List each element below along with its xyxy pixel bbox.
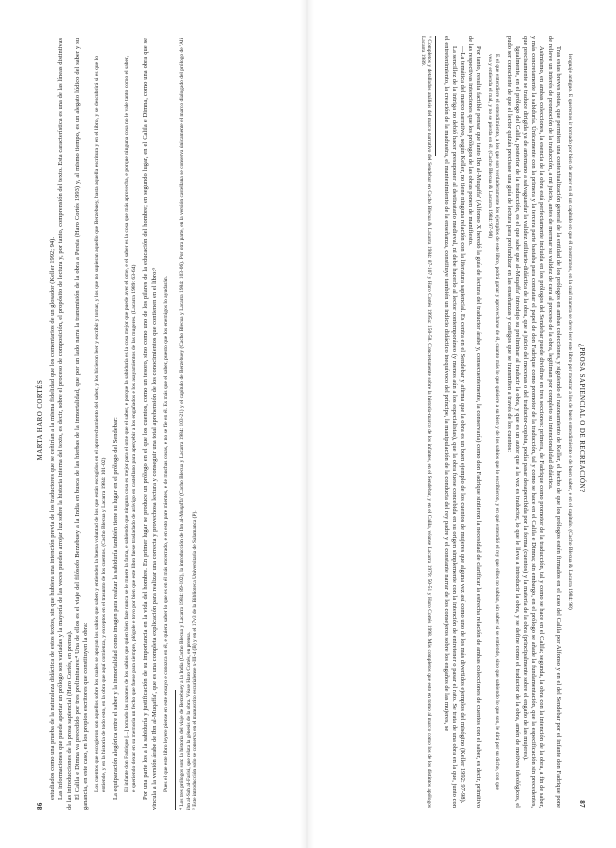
block-quote-text: El infante don Fadrique [...] tomado las razones de los sabios que quien bien faze nunca se le muere la fama, e sabiendo que ninguna cosa es mejor para el ome que el saber, e porque la sabiduría es la cosa mejor que puede aver el ome, e el saber es la cosa que más aprovecha, e porque ninguna cosa no le vale tanto como el saber, e queriendo dexar en su memoria un fecho que fuese para siempre, plógole e tovo por bien que este libro fuese trasladado de arávigo en castellano para aperçebir a los engañados e los asayamientos de las mugeres. (Lacarra 1989: 63-64): [124, 56, 138, 792]
block-quote: [124, 56, 138, 792]
paragraph: La equiparación alegórica entre el saber y la inmortalidad como imagen para realzar la sabiduría también tiene su lugar en el prólogo del Sendebar:: [112, 417, 120, 800]
footnote: ⁴ Los tres prólogos son: la historia del viaje de Berzebuey a la India (Cacho Blecua y Lacarra 1984: 89-102), la introducción de Ibn al-Muqaffa' (Cacho Blecua y Lacarra 1984: 103-21) y el capítulo de Berzebuey (Cacho Blecua y Lacarra 1984: 103-06). Por otra parte, en la versión castellana se conserva únicamente el marco dialogado del prólogo de 'Ali ibn al-Sah al-Farisi, que relata la génesis de la obra. Véase Haro Cortés, en prensa.: [178, 38, 192, 810]
left-running-head: [36, 38, 44, 810]
right-page: [332, 22, 590, 822]
right-running-head: [578, 36, 586, 808]
block-quote: [94, 56, 108, 792]
paragraph: —La temática del marco narrativo, según Keller, no tiene ninguna relación con la literatura sapiencial. Es centra en el Sendebar y afirma que la obra es un buen ejemplo de los cuentos de mujeres que alguna vez así como uno de los más divertidos ejemplos del misógino (Keller 1992: 97-98).: [458, 46, 466, 804]
paragraph: Igualmente, en el prólogo del Calila, posterior de la traducción, es el que sabe que al-Muqaffa' introdujo su preliminar al traducir la obra, y que es un autor que a la vez es traductor, lo que le lleva a introducir la obra, y se define como el traductor de la obra, amén de motivos ideológicos, el pudo ser consciente de que el lector quizás precisase una guía de lectura para profundizar en las enseñanzas y castigos que se transmiten a través de los cuentos:: [505, 36, 521, 808]
right-page-number: 87: [578, 800, 586, 808]
block-quote-text: lenguaje antiguo. E queremos ir tornado por bien de atraer en él un capítulo en que él mostramos, en la cual manera se deve leer este libro por mostrar a los de buen entendimiento e de buen saber, e en el capítulo. (Cacho Blecua & Lacarra 1984: 98): [566, 54, 573, 610]
footnote-rule: [435, 36, 436, 156]
left-page-number: 86: [36, 802, 44, 810]
paragraph: estudiados como una prueba de la naturaleza didáctica de estos textos, sin que hubiera una intención previa de los traductores que se ceñirían a la misma fidelidad que los comentarios de un glosador (Keller 1992; 94).: [49, 237, 57, 800]
block-quote: [163, 56, 170, 792]
footnote-rule: [175, 690, 176, 810]
block-quote-text: Los cuentos que escogieron son aquellos sobre los cuales se apoyan los sabios que saben y entienden la buena voluntad de los que están escogidos en el aprovechamiento del saber, y los hicieron leer y escribir y tomar, y los que no supieran aquello que Berzebuey, hasta aquella escritura y en el libro, y se descubrirá si es que lo entiende, y en la historia de todo esto, en la obra que aquí comienza, y exceptos en el trasunto de los cuentos. (Cacho Blecua y Lacarra 1984: 101-02): [94, 56, 108, 792]
paragraph: Por tanto, resulta factible pensar que tanto Ibn al-Muqaffa' (Alfonso X heredó la guía de lectura del traductor árabe y, consecuentemente, la conservaría) como don Fadrique sintieron la necesidad de clarificar la estrecha relación de ambas colecciones de cuentos con el saber, es decir, primitivo de las respectivas intenciones que los prólogos de las obras ponen de manifiesto.: [467, 36, 483, 808]
footnotes: [179, 38, 199, 810]
book-gutter: [300, 0, 314, 848]
paragraph: Tras estas breves notas, que permiten una contextualización general de la entidad de los prólogos en ambas colecciones, y siguiendo el razonamiento de Keller, el hecho de que los prólogos estén firmados en el caso del Calila por Alfonso y en el del Sendebar por el infante don Fadrique pone de relieve un interés de promoción de la traducción, a mi juicio, antes de mermar su validez de cara al proceso de la obra, legitiman por completo su intencionalidad didáctica.: [546, 36, 562, 808]
footnote: ⁵ Este introducción solo se conserva en el manuscrito escurialense x-III-4 (B) y en el 17v3 de la Biblioteca Universitaria de Salamanca (P).: [192, 510, 199, 810]
block-quote-text: Pues el que este libro leyere piense en este ensayo e conozca en él, e quiera saber lo que es en él más encerrado, e en esto pare mientes, e de muchas cosas, e no se fíe en él. Es más que el saber, puesto que los enemigos lo ayudarán.: [162, 275, 169, 792]
right-running-title: ¿PROSA SAPIENCIAL O DE RECREACIÓN?: [578, 343, 586, 493]
paragraph: Por una parte los a la sabiduría y justificación de su importancia en la vida del hombre. En primer lugar se produce un prólogo en el que los cuentos, como un tesoro, sino como uno de los pilares de la educación del hombre; en segundo lugar, en el Calila e Dimna, como una obra que se vincula a la versión árabe de Ibn al-Muqaffa', que es una completa explicación para realizar una correcta y provechosa lectura y conseguir una total aprehensión de los conocimientos que contienen en el libro:⁵: [142, 38, 158, 810]
left-page: [32, 24, 290, 824]
footnotes: [419, 36, 433, 808]
footnote: ⁶ Completos y detallados análisis del marco narrativo del Sendebar en Cacho Blecua & Lacarra 1984: 87-107 y Haro Cortés 1995a: 150-58. Concretamente sobre la historia-marco de los infantes, en el Sendebar, y en el Calila, véanse Lacarra 1979: 50-51 y Haro Cortés 1998. Más completos que esto en torno al marco como los de los distintos apólogos Lacarra 1989.: [419, 36, 433, 808]
left-running-title: MARTA HARO CORTÉS: [36, 379, 44, 461]
block-quote-text: E el que entendiere el entendimiento, a los que son verdaderamente los ejemplos de este libro, podrá ganar y aprovecharse de él, cuanto más lo que quisiere a su bien y de los sabios que lo escribieron, y en qué entendió el rey que ellos no sabían, sin saber si se entiende, sino que sabiendo lo que son, le dirá por su dicho, con que vea y entienda el mal, y no se pierda en él. (Cacho Blecua & Lacarra 1984: 97-98): [487, 54, 501, 790]
paragraph: Las informaciones que puede aportar un prólogo son variadas y la mayoría de las veces pueden arrojar luz sobre la historia interna del texto, es decir, sobre el proceso de composición, el propósito de lectura y, por tanto, comprensión del texto. Esta característica es una de las líneas distintivas de las introducciones de la prosa sapiencial (Haro Cortés, en prensa).: [57, 38, 73, 810]
block-quote: [566, 54, 573, 790]
paragraph: La sencillez de la intriga no debió hacer presuponer al destinatario medieval, ni debe hacerlo al lector contemporáneo (y menos aún a los especialistas), que la obra fuese concebida en su origen simplemente con la intención de entretener o pasar el rato. Se trata de una obra en la que, junto con el entretenimiento, la creación de la madrastra, el mantenimiento de la enseñanza, constituye también un indicio didáctico inequívoco del príncipe, la manipulación de la conducta del rey padre y el constante narrar de los consejeros sobre los engaños de las mujeres, se: [442, 36, 458, 808]
paragraph: Asimismo, en ambas colecciones, la esencia de la obra está perfectamente incluida en los prólogos del Sendebar puede dividirse en tres secciones: primera, de Fadrique como promotor de la traducción, tal y como se hace en el Calila; segunda, la obra con la intención de la obra, a fin de saber, y más concretamente la sabiduría. Únicamente con la primera y la tercera parte bastaba para constatar el papel de don Fadrique como promotor de la traducción, tal y como se hace en el Calila e Dimna; sin embargo, en el prólogo se añade la fundamentación, que la especificación sin precedentes, que precisamente se traduce dirigida ya de antemano a salvaguardar la validez utilitario-didáctica de la obra, que a juicio del mecenas o del traductor-copista, podía pasar desapercibida por la forma (cuentos) y la materia de la obra (principalmente sobre el engaño de las mujeres).: [521, 36, 546, 808]
block-quote: [486, 54, 500, 790]
paragraph: El Calila e Dimna va precedido por tres preliminares:⁴ Una de ellos es el viaje del filósofo Berzebuey a la India en busca de las hierbas de la inmortalidad, que por un lado narra la transmisión de la obra a Persia (Haro Cortés 1993) y, al mismo tiempo, es un alegato lúdico del saber y su ganancia, en este caso, en los propios escritores que constituyen la obra:: [73, 38, 90, 810]
